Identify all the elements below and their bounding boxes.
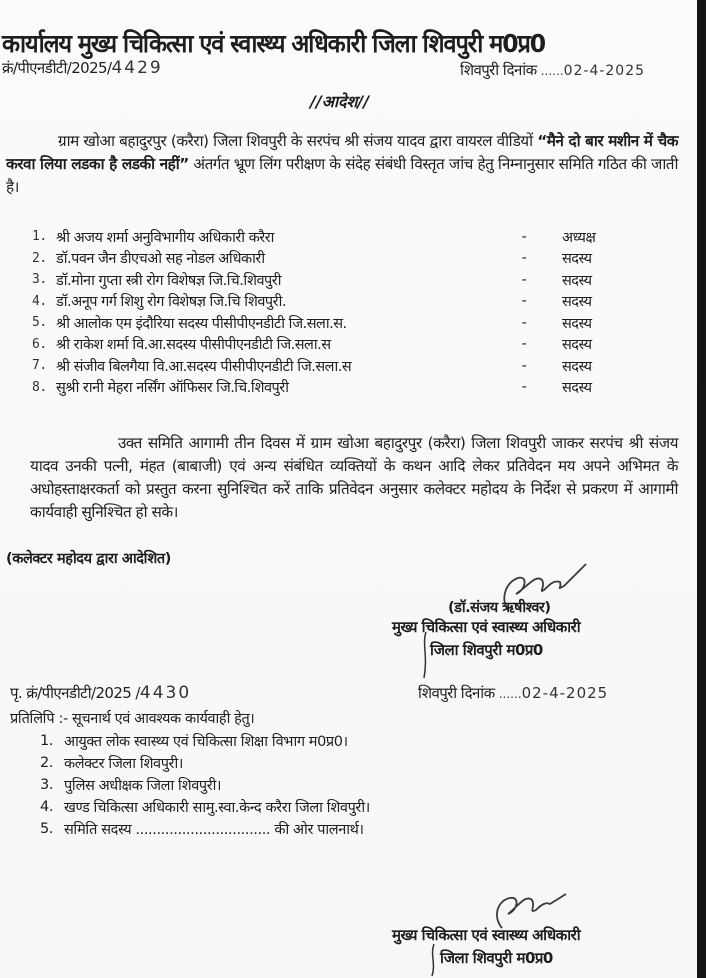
ordered-by-note: (कलेक्टर महोदय द्वारा आदेशित) (6, 551, 171, 567)
copy-date-label: शिवपुरी दिनांक (418, 684, 495, 702)
scan-border (697, 0, 706, 978)
copy-reference-handwritten: 4430 (139, 683, 192, 703)
signatory-designation: मुख्य चिकित्सा एवं स्वास्थ्य अधिकारी (392, 618, 581, 636)
reference-number (2, 58, 163, 78)
copy-reference-number (10, 683, 191, 703)
copy-reference-prefix: पृ. क्रं/पीएनडीटी/2025 / (10, 684, 140, 702)
copy-recipients-list (40, 730, 370, 840)
copy-recipient: 1. आयुक्त लोक स्वास्थ्य एवं चिकित्सा शिक्षा विभाग म0प्र0। (40, 733, 348, 750)
committee-member: 8. सुश्री रानी मेहरा नर्सिंग ऑफिसर जि.चि.शिवपुरी - सदस्य (32, 377, 642, 399)
copy-date-handwritten: 02-4-2025 (521, 684, 609, 702)
copy-recipient: 3. पुलिस अधीक्षक जिला शिवपुरी। (40, 777, 222, 794)
committee-member: 7. श्री संजीव बिलगैया वि.आ.सदस्य पीसीपीएनडीटी जि.सला.स - सदस्य (32, 355, 642, 377)
member-role: सदस्य (562, 251, 592, 268)
ink-stroke-icon (420, 630, 430, 680)
copy-recipient: 2. कलेक्टर जिला शिवपुरी। (40, 755, 183, 772)
member-role: सदस्य (562, 294, 592, 311)
committee-member: 4. डॉ.अनूप गर्ग शिशु रोग विशेषज्ञ जि.चि शिवपुरी. - सदस्य (32, 291, 642, 313)
reference-number-handwritten: 4429 (111, 58, 163, 78)
member-role: सदस्य (562, 315, 592, 332)
copy-recipient: 5. समिति सदस्य ................................ की ओर पालनार्थ। (40, 821, 364, 838)
signatory-name: (डॉ.संजय ऋषीश्वर) (448, 600, 551, 616)
date-dots: ...... (540, 64, 564, 78)
member-role: अध्यक्ष (562, 229, 596, 246)
signatory-designation: मुख्य चिकित्सा एवं स्वास्थ्य अधिकारी (392, 926, 581, 944)
signatory-location: जिला शिवपुरी म0प्र0 (440, 949, 553, 967)
signatory-location: जिला शिवपुरी म0प्र0 (430, 641, 543, 659)
order-paragraph-instructions: उक्त समिति आगामी तीन दिवस में ग्राम खोआ बहादुरपुर (करैरा) जिला शिवपुरी जाकर सरपंच श्री संजय यादव उनकी पत्नी, मंहत (बाबाजी) एवं अन्य संबंधित व्यक्तियों के कथन आदि लेकर प्रतिवेदन मय अपने अभिमत के अधोहस्ताक्षरकर्ता को प्रस्तुत करना सुनिश्चित करें ताकि प्रतिवेदन अनुसार कलेक्टर महोदय के निर्देश से प्रकरण में आगामी कार्यवाही सुनिश्चित हो सके। (30, 434, 678, 521)
reference-prefix: क्रं/पीएनडीटी/2025/ (2, 59, 112, 77)
ink-stroke-icon (428, 942, 438, 978)
office-title: कार्यालय मुख्य चिकित्सा एवं स्वास्थ्य अधिकारी जिला शिवपुरी म0प्र0 (2, 29, 545, 58)
viral-video-quote: “मैने दो बार मशीन में चैक करवा लिया लडका है लडकी नहीं” (6, 132, 678, 173)
date-label: शिवपुरी दिनांक (460, 61, 537, 79)
issue-date (460, 60, 645, 80)
date-handwritten: 02-4-2025 (563, 63, 646, 79)
copy-intro: प्रतिलिपि :- सूचनार्थ एवं आवश्यक कार्यवाही हेतु। (10, 711, 255, 727)
member-role: सदस्य (562, 337, 592, 354)
member-role: सदस्य (562, 358, 592, 375)
committee-member: 3. डॉ.मोना गुप्ता स्त्री रोग विशेषज्ञ जि.चि.शिवपुरी - सदस्य (32, 269, 642, 291)
member-role: सदस्य (562, 272, 592, 289)
committee-member: 6. श्री राकेश शर्मा वि.आ.सदस्य पीसीपीएनडीटी जि.सला.स - सदस्य (32, 334, 642, 356)
committee-member: 1. श्री अजय शर्मा अनुविभागीय अधिकारी करैरा - अध्यक्ष (32, 226, 642, 248)
order-heading: //आदेश// (310, 92, 370, 111)
copy-recipient: 4. खण्ड चिकित्सा अधिकारी सामु.स्वा.केन्द करैरा जिला शिवपुरी। (40, 799, 370, 816)
order-paragraph-intro (6, 130, 678, 199)
copy-date-dots: ...... (498, 687, 522, 701)
committee-member: 5. श्री आलोक एम इंदौरिया सदस्य पीसीपीएनडीटी जि.सला.स. - सदस्य (32, 312, 642, 334)
member-role: सदस्य (562, 380, 592, 397)
intro-text: ग्राम खोआ बहादुरपुर (करैरा) जिला शिवपुरी के सरपंच श्री संजय यादव द्वारा वायरल वीडियों (58, 132, 538, 150)
committee-list (32, 226, 642, 398)
copy-date (418, 683, 608, 703)
committee-member: 2. डॉ.पवन जैन डीएचओ सह नोडल अधिकारी - सदस्य (32, 248, 642, 270)
intro-text-rest: अंतर्गत भ्रूण लिंग परीक्षण के संदेह संबंधी विस्तृत जांच हेतु निम्नानुसार समिति गठित की जाती है। (6, 155, 678, 196)
